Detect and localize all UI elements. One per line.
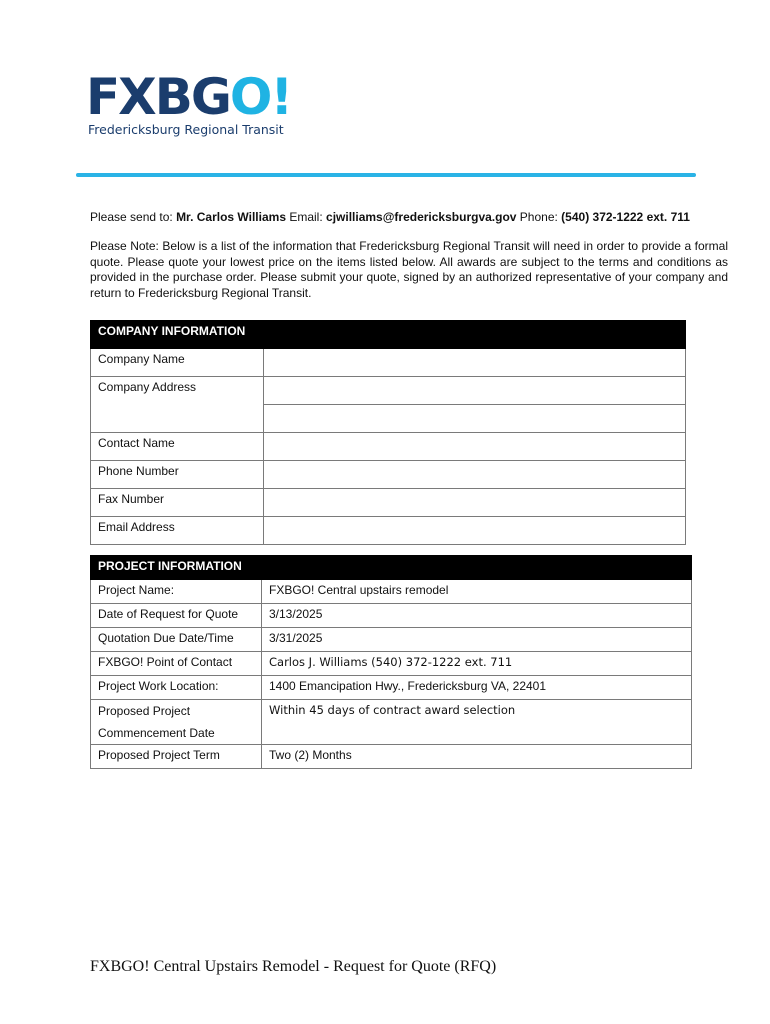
contact-name-field[interactable]: [264, 433, 686, 461]
project-term-label: Proposed Project Term: [91, 745, 262, 769]
commencement-date-value: Within 45 days of contract award selection: [262, 700, 692, 745]
email-address-label: Email Address: [91, 517, 264, 545]
contact-name: Mr. Carlos Williams: [176, 210, 286, 224]
work-location-value: 1400 Emancipation Hwy., Fredericksburg VA, 22401: [262, 676, 692, 700]
document-footer: FXBGO! Central Upstairs Remodel - Request for Quote (RFQ): [90, 958, 497, 975]
point-of-contact-value: Carlos J. Williams (540) 372-1222 ext. 711: [262, 652, 692, 676]
company-address-field-1[interactable]: [264, 377, 686, 405]
request-date-value: 3/13/2025: [262, 604, 692, 628]
due-date-value: 3/31/2025: [262, 628, 692, 652]
project-term-value: Two (2) Months: [262, 745, 692, 769]
company-address-field-2[interactable]: [264, 405, 686, 433]
fax-number-label: Fax Number: [91, 489, 264, 517]
work-location-label: Project Work Location:: [91, 676, 262, 700]
project-name-value: FXBGO! Central upstairs remodel: [262, 580, 692, 604]
phone-number-field[interactable]: [264, 461, 686, 489]
commencement-date-label: Proposed Project Commencement Date: [91, 700, 262, 745]
company-information-table: [90, 320, 686, 545]
logo-wordmark: FXBGO!: [86, 68, 292, 126]
send-to-line: Please send to: Mr. Carlos Williams Email: cjwilliams@fredericksburgva.gov Phone: (540) 372-1222 ext. 711: [90, 210, 690, 224]
project-info-header: PROJECT INFORMATION: [91, 556, 692, 580]
logo-subtitle: Fredericksburg Regional Transit: [88, 122, 284, 137]
project-information-table: [90, 555, 692, 769]
email-address-field[interactable]: [264, 517, 686, 545]
contact-phone: (540) 372-1222 ext. 711: [561, 210, 690, 224]
company-info-header: COMPANY INFORMATION: [91, 321, 686, 349]
company-name-field[interactable]: [264, 349, 686, 377]
point-of-contact-label: FXBGO! Point of Contact: [91, 652, 262, 676]
due-date-label: Quotation Due Date/Time: [91, 628, 262, 652]
phone-number-label: Phone Number: [91, 461, 264, 489]
company-name-label: Company Name: [91, 349, 264, 377]
request-date-label: Date of Request for Quote: [91, 604, 262, 628]
project-name-label: Project Name:: [91, 580, 262, 604]
fax-number-field[interactable]: [264, 489, 686, 517]
company-address-label: Company Address: [91, 377, 264, 433]
contact-email: cjwilliams@fredericksburgva.gov: [326, 210, 517, 224]
fxbgo-logo: [86, 68, 296, 137]
instructions-note: Please Note: Below is a list of the information that Fredericksburg Regional Transit will need in order to provide a formal quote. Please quote your lowest price on the items listed below. All awards are subject to the terms and conditions as provided in the purchase order. Please submit your quote, signed by an authorized representative of your company and return to Fredericksburg Regional Transit.: [90, 239, 728, 300]
header-divider: [76, 173, 696, 177]
contact-name-label: Contact Name: [91, 433, 264, 461]
